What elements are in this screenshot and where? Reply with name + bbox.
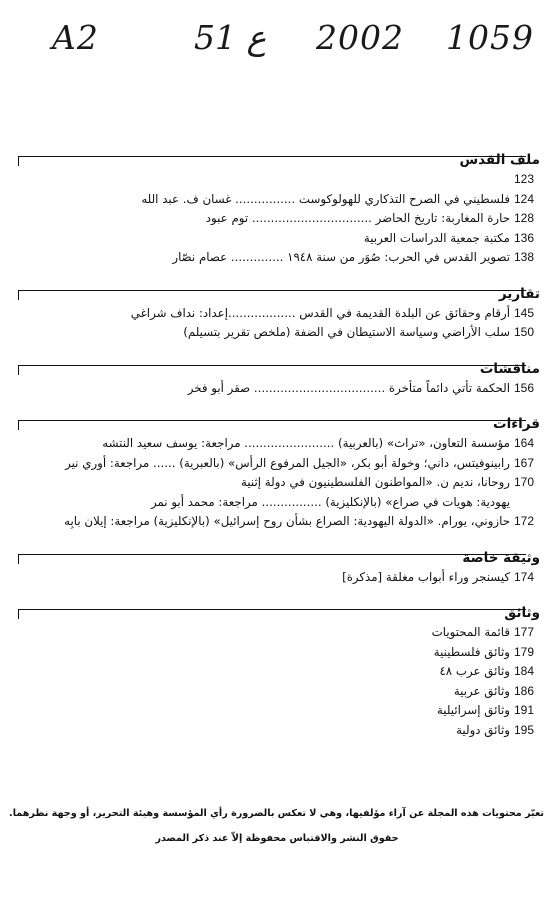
entry-title: كيسنجر وراء أبواب مغلقة [مذكرة]	[342, 569, 510, 584]
section-rule	[18, 420, 526, 421]
section-header	[18, 282, 540, 304]
footer-rights: حقوق النشر والاقتباس محفوظة إلاّ عند ذكر المصدر	[155, 833, 399, 844]
toc-entry[interactable]	[18, 379, 540, 399]
entry-page-number: 156	[514, 380, 535, 395]
entry-title: أرقام وحقائق عن البلدة القديمة في القدس ..................إعداد: نداف شراغي	[130, 305, 510, 320]
entry-page-number: 184	[514, 664, 535, 678]
entry-title: تصوير القدس في الحرب: صُوَر من سنة ١٩٤٨ .............. عصام نصّار	[172, 250, 510, 264]
entry-page-number: 124	[514, 191, 535, 206]
entry-title: وثائق عربية	[453, 683, 510, 698]
toc-entry[interactable]	[18, 568, 540, 588]
toc-entry[interactable]	[18, 643, 540, 663]
toc-section	[18, 282, 540, 343]
entry-title: وثائق فلسطينية	[433, 644, 510, 659]
section-rule-tick	[18, 420, 19, 430]
toc-section	[18, 601, 540, 740]
entry-title: رابينوفيتس، داني؛ وخولة أبو بكر، «الجيل المرفوع الرأس» (بالعبرية) ...... مراجعة: أوري نير	[65, 455, 510, 470]
entry-page-number: 164	[514, 436, 535, 450]
entry-title: وثائق دولية	[456, 722, 510, 737]
entry-title: حازوني، يورام. «الدولة اليهودية: الصراع بشأن روح إسرائيل» (بالإنكليزية) مراجعة: إيلان بابِه	[64, 514, 510, 528]
entry-page-number: 170	[514, 475, 535, 489]
toc-section	[18, 546, 540, 588]
entry-title: وثائق عرب ٤٨	[439, 664, 510, 678]
entry-title: فلسطيني في الصرح التذكاري للهولوكوست ................ غسان ف. عبد الله	[141, 191, 510, 206]
section-header	[18, 412, 540, 434]
toc-entry[interactable]	[18, 721, 540, 741]
footer-disclaimer: تعبّر محتويات هذه المجلة عن آراء مؤلفيها، وهي لا تعكس بالضرورة رأي المؤسسة وهيئة التحرير، أو وجهة نظرهما.	[9, 808, 544, 819]
entry-title: يهودية: هويات في صراع» (بالإنكليزية) ................ مراجعة: محمد أبو نمر	[150, 494, 510, 509]
toc-entry[interactable]	[18, 190, 540, 210]
entry-page-number: 136	[514, 230, 535, 245]
section-title: تقارير	[498, 285, 540, 302]
section-title: مناقشات	[479, 360, 540, 377]
toc-entry[interactable]	[18, 701, 540, 721]
entry-page-number: 128	[514, 211, 535, 225]
entry-title: سلب الأراضي وسياسة الاستيطان في الضفة (ملخص تقرير بتسيلم)	[183, 325, 510, 339]
toc-entry[interactable]	[18, 248, 540, 268]
entry-page-number: 177	[514, 625, 535, 639]
entry-title: مؤسسة التعاون، «تراث» (بالعربية) ........................ مراجعة: يوسف سعيد النتشه	[102, 436, 510, 450]
toc-entry[interactable]	[18, 304, 540, 324]
entry-title: وثائق إسرائيلية	[436, 703, 510, 717]
toc-entry[interactable]	[18, 229, 540, 249]
toc-entry[interactable]	[18, 662, 540, 682]
section-rule-tick	[18, 365, 19, 375]
section-rule-tick	[18, 290, 19, 300]
handwritten-code: A2	[52, 18, 99, 57]
section-rule	[18, 554, 526, 555]
entry-page-number: 167	[514, 455, 535, 470]
section-title: قراءات	[493, 416, 540, 432]
toc-entry[interactable]	[18, 323, 540, 343]
handwritten-issue: 51 ع	[194, 18, 267, 57]
toc-entry[interactable]	[18, 473, 540, 493]
toc-entry[interactable]	[18, 434, 540, 454]
entry-page-number: 172	[514, 514, 535, 528]
toc-entry[interactable]	[18, 493, 540, 513]
toc-section	[18, 148, 540, 268]
handwritten-ref: 1059	[446, 18, 534, 57]
entry-page-number: 186	[514, 683, 535, 698]
section-header	[18, 357, 540, 379]
toc-entry[interactable]	[18, 170, 540, 190]
toc-entry[interactable]	[18, 512, 540, 532]
section-rule	[18, 290, 526, 291]
section-title: وثائق	[504, 605, 540, 621]
section-rule-tick	[18, 609, 19, 619]
entry-title: روحانا، نديم ن. «المواطنون الفلسطينيون في دولة إثنية	[241, 475, 510, 489]
toc-section	[18, 412, 540, 532]
entry-title: حارة المغاربة: تاريخ الحاضر ................................ توم عبود	[205, 211, 510, 225]
entry-page-number: 195	[514, 722, 535, 737]
section-rule-tick	[18, 554, 19, 564]
entry-page-number: 150	[514, 325, 535, 339]
section-rule	[18, 365, 526, 366]
entry-page-number: 123	[514, 172, 535, 186]
toc-entry[interactable]	[18, 454, 540, 474]
entry-title: قائمة المحتويات	[431, 625, 510, 639]
section-title: ملف القدس	[459, 152, 540, 168]
entry-title: مكتبة جمعية الدراسات العربية	[363, 230, 510, 245]
table-of-contents	[18, 148, 540, 754]
entry-page-number: 191	[514, 703, 535, 717]
section-header	[18, 601, 540, 623]
section-header	[18, 148, 540, 170]
toc-section	[18, 357, 540, 399]
entry-page-number: 138	[514, 250, 535, 264]
section-rule	[18, 609, 526, 610]
section-rule-tick	[18, 156, 19, 166]
entry-page-number: 179	[514, 644, 535, 659]
entry-title: الحكمة تأتي دائماً متأخرة ................................... صقر أبو فخر	[187, 380, 510, 395]
entry-page-number: 145	[514, 305, 535, 320]
toc-entry[interactable]	[18, 682, 540, 702]
toc-entry[interactable]	[18, 209, 540, 229]
entry-page-number: 174	[514, 569, 535, 584]
section-header	[18, 546, 540, 568]
section-title: وثيقة خاصة	[462, 549, 540, 566]
toc-entry[interactable]	[18, 623, 540, 643]
handwritten-year: 2002	[316, 18, 404, 57]
section-rule	[18, 156, 526, 157]
